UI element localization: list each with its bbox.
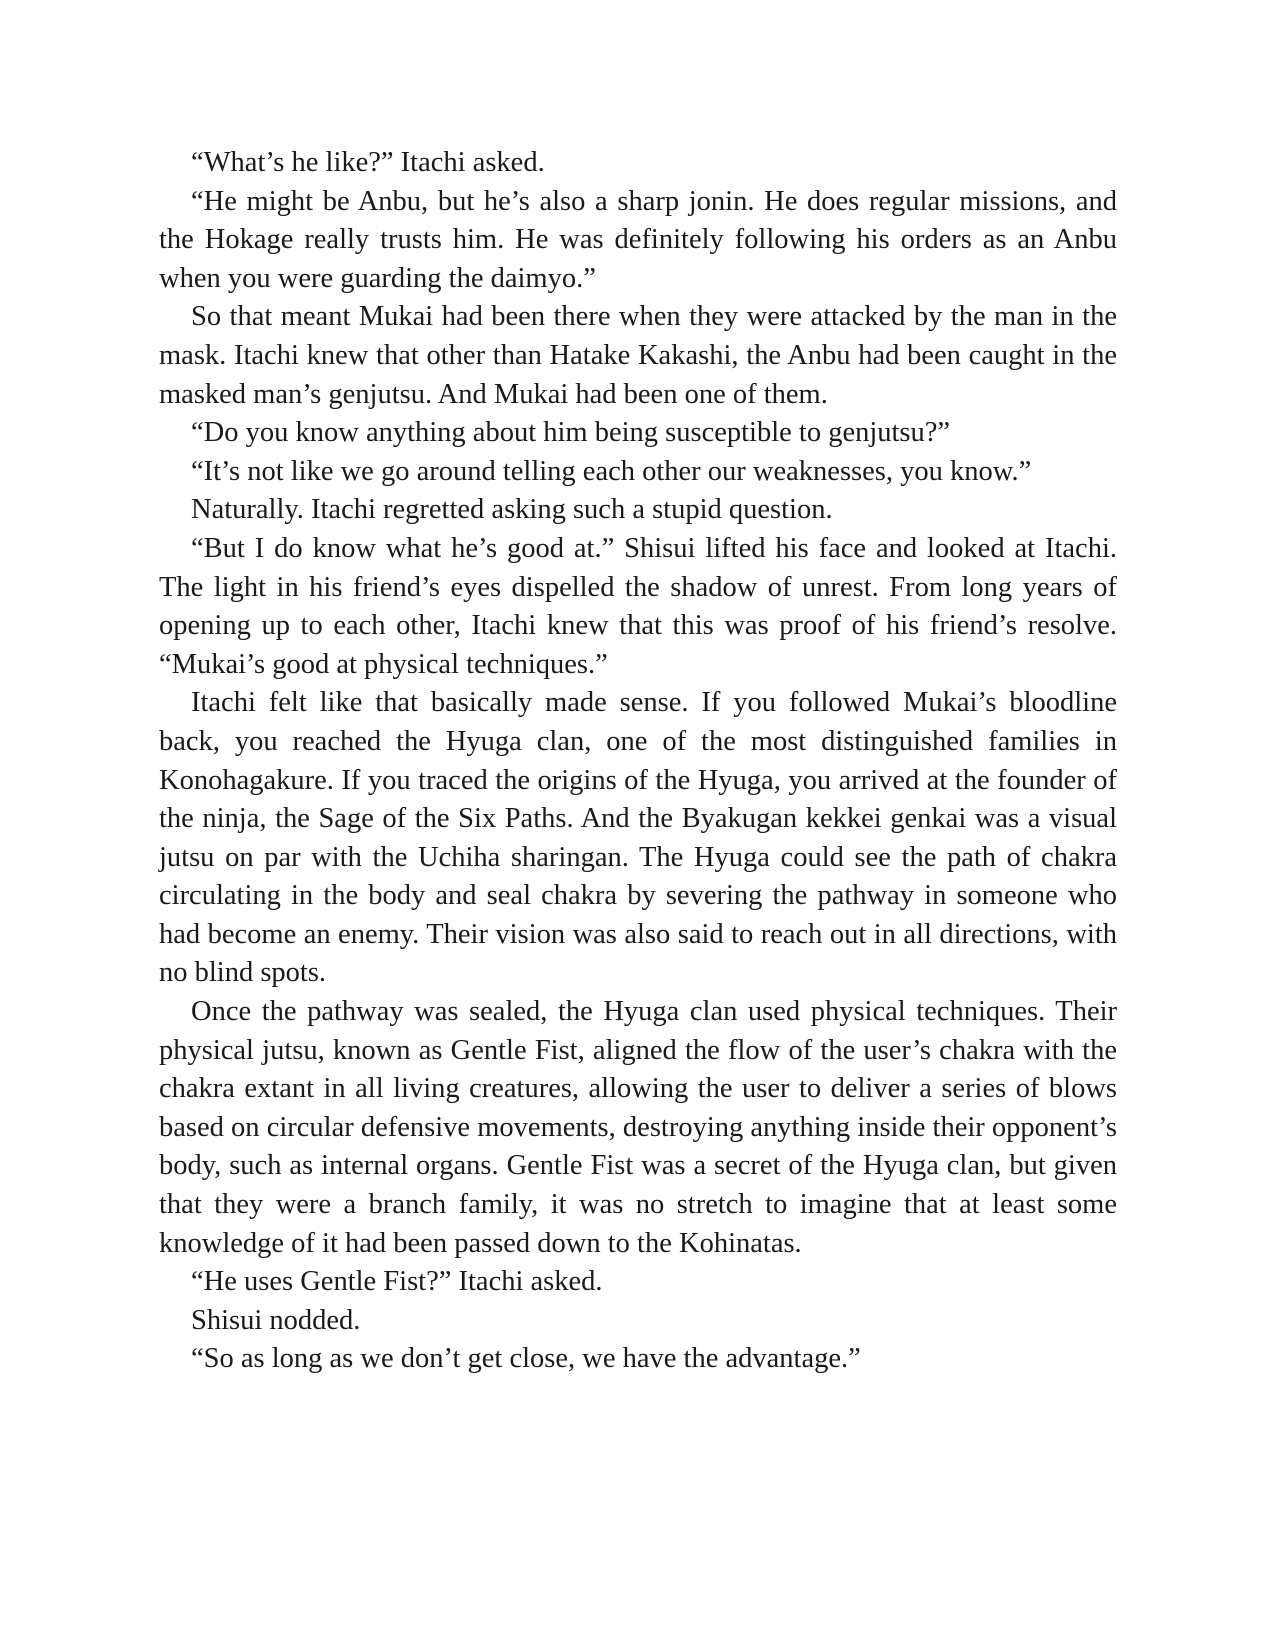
paragraph: Once the pathway was sealed, the Hyuga clan used physical techniques. Their physical jutsu, known as Gentle Fist, aligned the flow of the user’s chakra with the chakra extant in all living creatures, allowing the user to deliver a series of blows based on circular defensive movements, destroying anything inside their opponent’s body, such as internal organs. Gentle Fist was a secret of the Hyuga clan, but given that they were a branch family, it was no stretch to imagine that at least some knowledge of it had been passed down to the Kohinatas. [159, 996, 1117, 1259]
paragraph: “So as long as we don’t get close, we have the advantage.” [191, 1343, 861, 1375]
page-body [159, 144, 1117, 1379]
paragraph: “He might be Anbu, but he’s also a sharp jonin. He does regular missions, and the Hokage really trusts him. He was definitely following his orders as an Anbu when you were guarding the daimyo.” [159, 185, 1117, 294]
paragraph: “He uses Gentle Fist?” Itachi asked. [191, 1266, 603, 1298]
paragraph: So that meant Mukai had been there when they were attacked by the man in the mask. Itachi knew that other than Hatake Kakashi, the Anbu had been caught in the masked man’s genjutsu. And Mukai had been one of them. [159, 301, 1117, 410]
paragraph: Shisui nodded. [191, 1304, 361, 1336]
paragraph: “But I do know what he’s good at.” Shisui lifted his face and looked at Itachi. The light in his friend’s eyes dispelled the shadow of unrest. From long years of opening up to each other, Itachi knew that this was proof of his friend’s resolve. “Mukai’s good at physical techniques.” [159, 532, 1117, 680]
paragraph: “What’s he like?” Itachi asked. [191, 147, 545, 178]
paragraph: “Do you know anything about him being susceptible to genjutsu?” [191, 417, 951, 449]
paragraph: Itachi felt like that basically made sense. If you followed Mukai’s bloodline back, you reached the Hyuga clan, one of the most distinguished families in Konohagakure. If you traced the origins of the Hyuga, you arrived at the founder of the ninja, the Sage of the Six Paths. And the Byakugan kekkei genkai was a visual jutsu on par with the Uchiha sharingan. The Hyuga could see the path of chakra circulating in the body and seal chakra by severing the pathway in someone who had become an enemy. Their vision was also said to reach out in all directions, with no blind spots. [159, 687, 1117, 989]
paragraph: “It’s not like we go around telling each other our weaknesses, you know.” [191, 455, 1032, 487]
paragraph: Naturally. Itachi regretted asking such a stupid question. [191, 494, 833, 526]
